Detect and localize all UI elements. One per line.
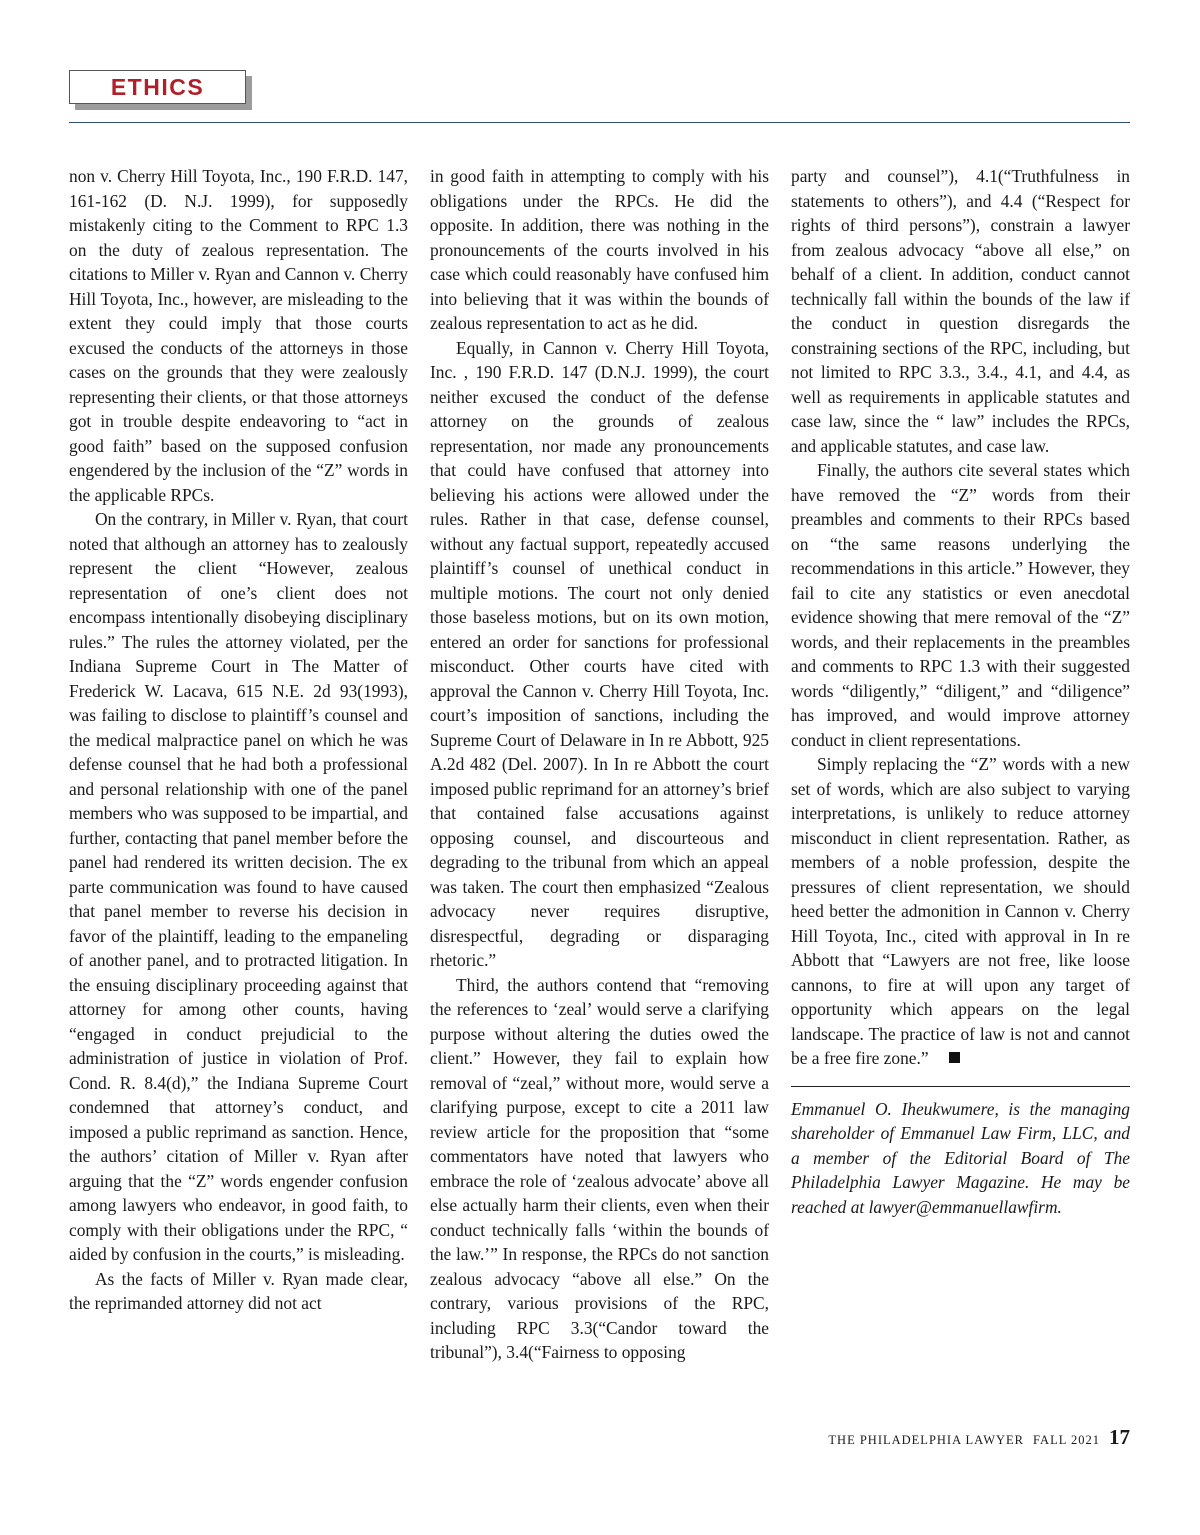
paragraph: As the facts of Miller v. Ryan made clear, the reprimanded attorney did not act bbox=[69, 1268, 408, 1313]
page-number: 17 bbox=[1109, 1425, 1130, 1449]
footer-issue: FALL 2021 bbox=[1033, 1433, 1100, 1447]
paragraph: party and counsel”), 4.1(“Truthfulness in statements to others”), and 4.4 (“Respect for rights of third persons”), constrain a lawyer from zealous advocacy “above all else,” on behalf of a client. In addition, conduct cannot technically fall within the bounds of the law if the conduct in question disregards the constraining sections of the RPC, including, but not limited to RPC 3.3., 3.4., 4.1, and 4.4, as well as requirements in applicable statutes and case law, since the “ law” includes the RPCs, and applicable statutes, and case law. bbox=[791, 166, 1130, 456]
footer-publication: THE PHILADELPHIA LAWYER bbox=[828, 1433, 1025, 1447]
author-bio: Emmanuel O. Iheukwumere, is the managing shareholder of Emmanuel Law Firm, LLC, and a member of the Editorial Board of The Philadelphia Lawyer Magazine. He may be reached at lawyer@emmanuellawfirm. bbox=[791, 1098, 1130, 1217]
paragraph: non v. Cherry Hill Toyota, Inc., 190 F.R.D. 147, 161-162 (D. N.J. 1999), for supposedly mistakenly citing to the Comment to RPC 1.3 on the duty of zealous representation. The citations to Miller v. Ryan and Cannon v. Cherry Hill Toyota, Inc., however, are misleading to the extent they could imply that those courts excused the conducts of the attorneys in those cases on the grounds that they were zealously representing their clients, or that those attorneys got in trouble despite endeavoring to “act in good faith” based on the supposed confusion engendered by the inclusion of the “Z” words in the applicable RPCs. bbox=[69, 166, 408, 505]
paragraph: Equally, in Cannon v. Cherry Hill Toyota, Inc. , 190 F.R.D. 147 (D.N.J. 1999), the court neither excused the conduct of the defense attorney on the grounds of zealous representation, nor made any pronouncements that could have confused that attorney into believing his actions were allowed under the rules. Rather in that case, defense counsel, without any factual support, repeatedly accused plaintiff’s counsel of unethical conduct in multiple motions. The court not only denied those baseless motions, but on its own motion, entered an order for sanctions for professional misconduct. Other courts have cited with approval the Cannon v. Cherry Hill Toyota, Inc. court’s imposition of sanctions, including the Supreme Court of Delaware in In re Abbott, 925 A.2d 482 (Del. 2007). In In re Abbott the court imposed public reprimand for an attorney’s brief that contained false accusations against opposing counsel, and discourteous and degrading to the tribunal from which an appeal was taken. The court then emphasized “Zealous advocacy never requires disruptive, disrespectful, degrading or disparaging rhetoric.” bbox=[430, 337, 769, 970]
paragraph: Finally, the authors cite several states which have removed the “Z” words from their preambles and comments to their RPCs based on “the same reasons underlying the recommendations in this article.” However, they fail to cite any statistics or even anecdotal evidence showing that mere removal of the “Z” words, and their replacements in the preambles and comments to RPC 1.3 with their suggested words “diligently,” “diligent,” and “diligence” has improved, and would improve attorney conduct in client representations. bbox=[791, 460, 1130, 750]
paragraph: Third, the authors contend that “removing the references to ‘zeal’ would serve a clarifying purpose without altering the duties owed the client.” However, they fail to explain how removal of “zeal,” without more, would serve a clarifying purpose, except to cite a 2011 law review article for the proposition that “some commentators have noted that lawyers who embrace the role of ‘zealous advocate’ above all else actually harm their clients, even when their conduct technically falls ‘within the bounds of the law.’” In response, the RPCs do not sanction zealous advocacy “above all else.” On the contrary, various provisions of the RPC, including RPC 3.3(“Candor toward the tribunal”), 3.4(“Fairness to opposing bbox=[430, 974, 769, 1362]
closing-paragraph bbox=[791, 752, 1130, 1071]
page-footer bbox=[828, 1425, 1130, 1450]
section-tag bbox=[69, 70, 246, 104]
article-column-3 bbox=[791, 164, 1130, 1219]
article-column-2 bbox=[430, 164, 769, 1365]
end-of-article-mark bbox=[949, 1052, 960, 1063]
paragraph: in good faith in attempting to comply with his obligations under the RPCs. He did the opposite. In addition, there was nothing in the pronouncements of the courts involved in his case which could reasonably have confused him into believing that it was within the bounds of zealous representation to act as he did. bbox=[430, 166, 769, 333]
section-tag-label: ETHICS bbox=[110, 73, 205, 100]
closing-paragraph-text: Simply replacing the “Z” words with a new set of words, which are also subject to varying interpretations, is unlikely to reduce attorney misconduct in client representation. Rather, as members of a noble profession, despite the pressures of client representation, we should heed better the admonition in Cannon v. Cherry Hill Toyota, Inc., cited with approval in In re Abbott that “Lawyers are not free, like loose cannons, to fire at will upon any target of opportunity which appears on the legal landscape. The practice of law is not and cannot be a free fire zone.” bbox=[791, 754, 1130, 1068]
header-rule bbox=[69, 122, 1130, 123]
paragraph: On the contrary, in Miller v. Ryan, that court noted that although an attorney has to zealously represent the client “However, zealous representation of one’s client does not encompass intentionally disobeying disciplinary rules.” The rules the attorney violated, per the Indiana Supreme Court in The Matter of Frederick W. Lacava, 615 N.E. 2d 93(1993), was failing to disclose to plaintiff’s counsel and the medical malpractice panel on which he was defense counsel that he had both a professional and personal relationship with one of the panel members who was supposed to be impartial, and further, contacting that panel member before the panel had rendered its written decision. The ex parte communication was found to have caused that panel member to reverse his decision in favor of the plaintiff, leading to the empaneling of another panel, and to protracted litigation. In the ensuing disciplinary proceeding against that attorney for among other counts, having “engaged in conduct prejudicial to the administration of justice in violation of Prof. Cond. R. 8.4(d),” the Indiana Supreme Court condemned that attorney’s conduct, and imposed a public reprimand as sanction. Hence, the authors’ citation of Miller v. Ryan after arguing that the “Z” words engender confusion among lawyers who endeavor, in good faith, to comply with their obligations under the RPC, “ aided by confusion in the courts,” is misleading. bbox=[69, 509, 408, 1264]
article-column-1 bbox=[69, 164, 408, 1316]
bio-divider bbox=[791, 1086, 1130, 1087]
